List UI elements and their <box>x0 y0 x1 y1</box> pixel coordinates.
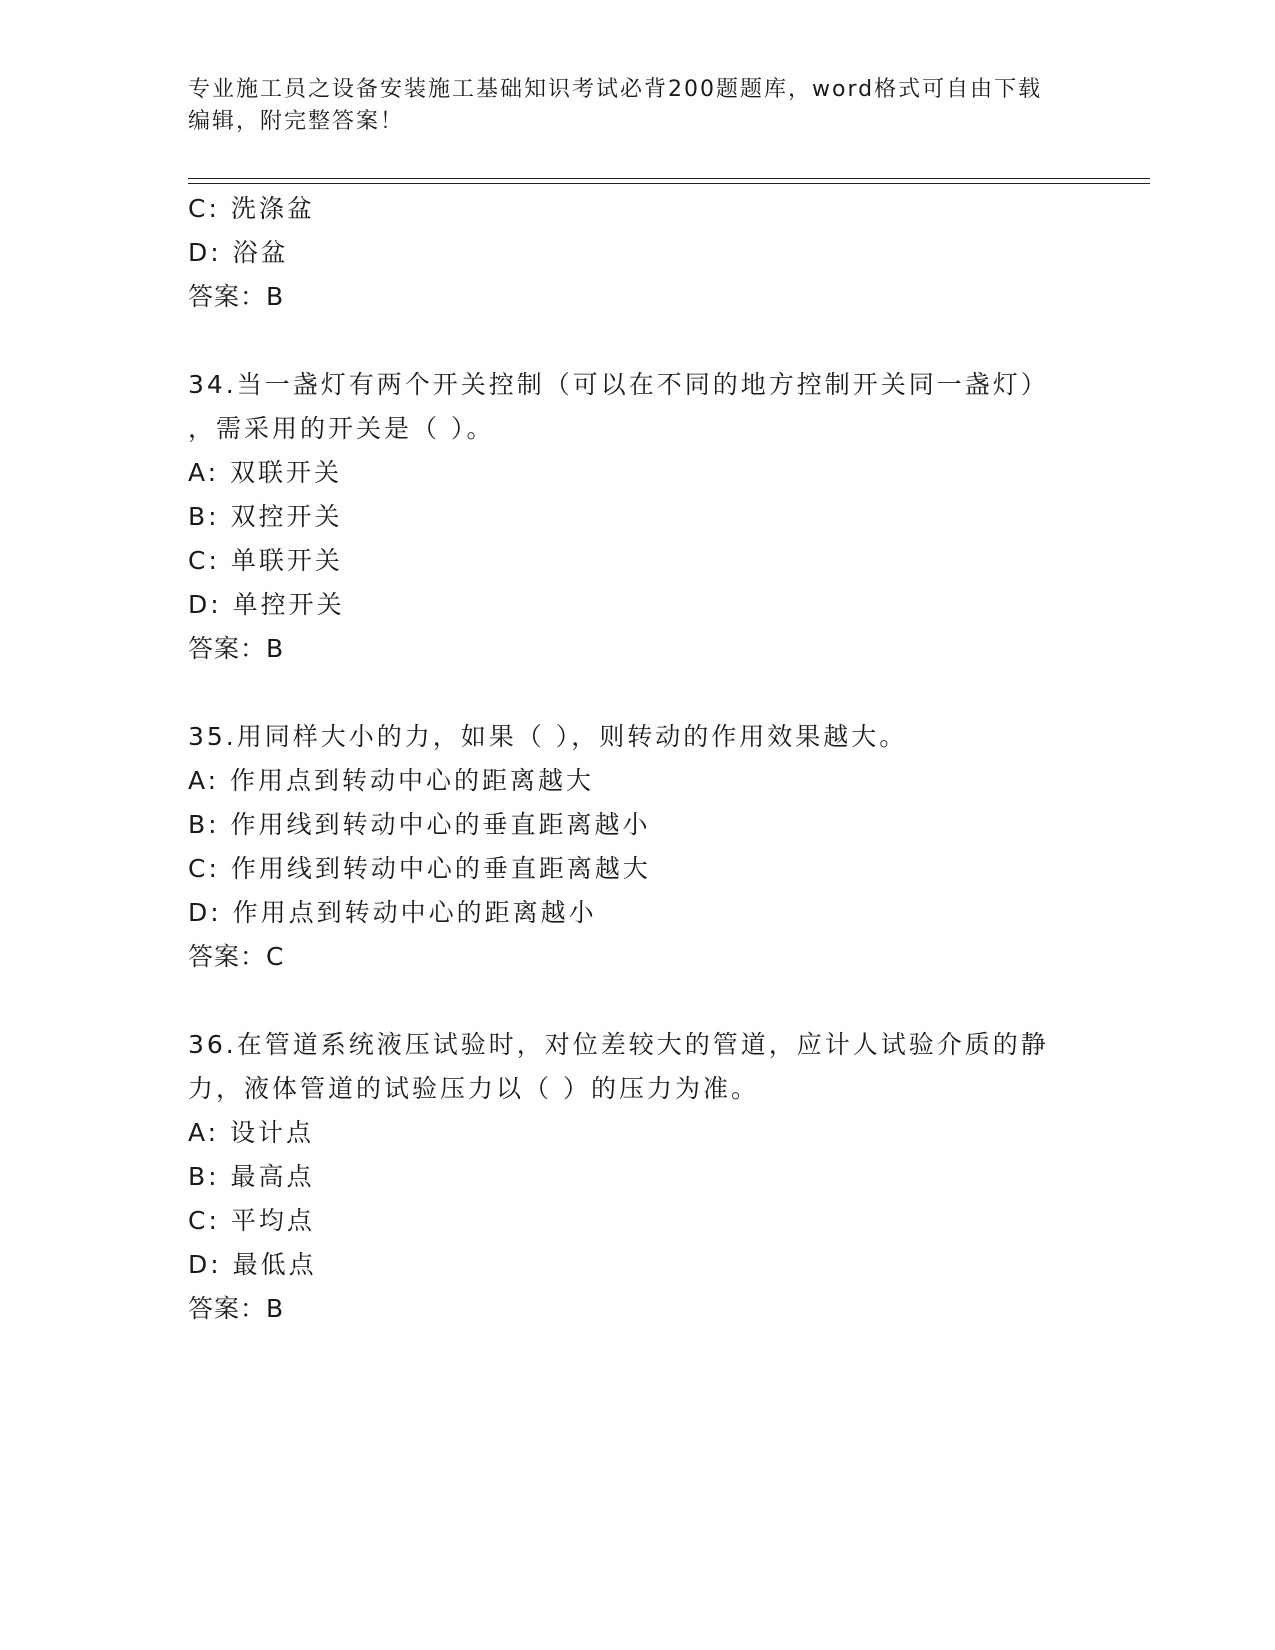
q36-option-d: D: 最低点 <box>188 1250 317 1279</box>
q33-option-c: C: 洗涤盆 <box>188 194 315 223</box>
q36-stem-line-1: 36.在管道系统液压试验时，对位差较大的管道，应计人试验介质的静 <box>188 1030 1049 1059</box>
q36-option-b: B: 最高点 <box>188 1162 315 1191</box>
q35-option-a: A: 作用点到转动中心的距离越大 <box>188 766 595 795</box>
header-line-2: 编辑，附完整答案！ <box>188 109 405 134</box>
header-line-1: 专业施工员之设备安装施工基础知识考试必背200题题库，word格式可自由下载 <box>188 77 1043 102</box>
q35-option-c: C: 作用线到转动中心的垂直距离越大 <box>188 854 651 883</box>
q33-answer: 答案：B <box>188 282 285 311</box>
q36-stem-line-2: 力，液体管道的试验压力以（ ）的压力为准。 <box>188 1074 759 1103</box>
q33-option-d: D: 浴盆 <box>188 238 289 267</box>
q36-option-c: C: 平均点 <box>188 1206 315 1235</box>
q35-answer: 答案：C <box>188 942 285 971</box>
header-rule-bottom <box>188 183 1150 184</box>
q34-option-a: A: 双联开关 <box>188 458 343 487</box>
q34-answer: 答案：B <box>188 634 285 663</box>
header-rule-top <box>188 178 1150 179</box>
q34-stem-line-1: 34.当一盏灯有两个开关控制（可以在不同的地方控制开关同一盏灯） <box>188 370 1049 399</box>
q34-stem-line-2: ，需采用的开关是（ ）。 <box>188 414 495 443</box>
q35-option-b: B: 作用线到转动中心的垂直距离越小 <box>188 810 651 839</box>
q36-answer: 答案：B <box>188 1294 285 1323</box>
q36-option-a: A: 设计点 <box>188 1118 315 1147</box>
document-header <box>188 74 1088 138</box>
q34-option-d: D: 单控开关 <box>188 590 345 619</box>
q34-option-c: C: 单联开关 <box>188 546 343 575</box>
q34-option-b: B: 双控开关 <box>188 502 343 531</box>
q35-stem-line-1: 35.用同样大小的力，如果（ ），则转动的作用效果越大。 <box>188 722 908 751</box>
q35-option-d: D: 作用点到转动中心的距离越小 <box>188 898 597 927</box>
